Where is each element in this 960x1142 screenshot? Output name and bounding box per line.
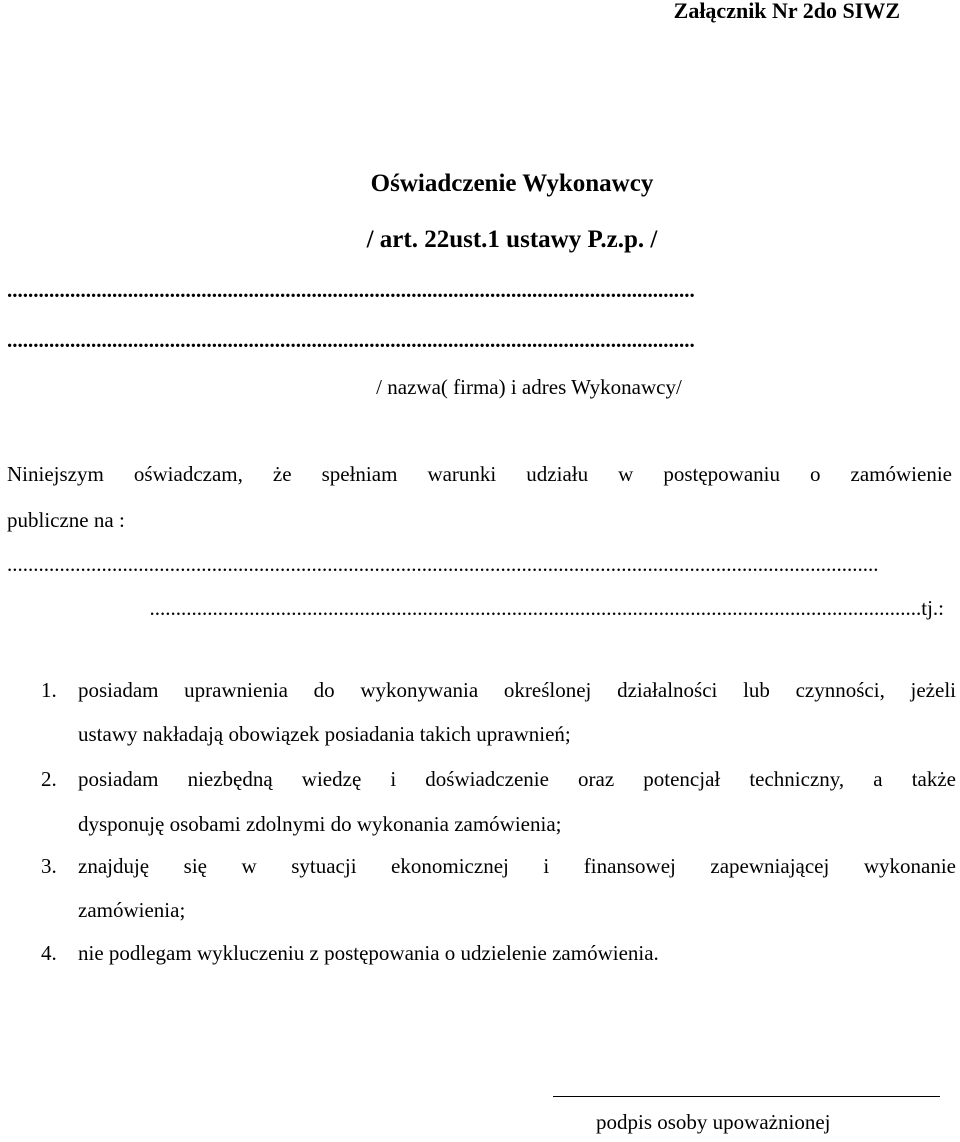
annex-label: Załącznik Nr 2do SIWZ — [673, 0, 900, 23]
document-legal-basis: / art. 22ust.1 ustawy P.z.p. / — [366, 226, 658, 253]
list-item-text: posiadam niezbędną wiedzę i doświadczenie oraz potencjał techniczny, a także — [78, 767, 956, 791]
procurement-name-field-line-2: ...................................................................................................................................................tj.: — [149, 596, 944, 620]
signature-line — [553, 1096, 940, 1097]
contractor-address-field: ................................................................................................................................... — [7, 328, 695, 352]
list-item-number: 3. — [41, 854, 57, 878]
document-title: Oświadczenie Wykonawcy — [370, 170, 654, 197]
list-item-text: posiadam uprawnienia do wykonywania określonej działalności lub czynności, jeżeli — [78, 678, 956, 702]
list-item-number: 1. — [41, 678, 57, 702]
statement-line-1: Niniejszym oświadczam, że spełniam warunki udziału w postępowaniu o zamówienie — [7, 462, 952, 486]
list-item-text: ustawy nakładają obowiązek posiadania takich uprawnień; — [78, 722, 571, 746]
list-item-text: znajduję się w sytuacji ekonomicznej i finansowej zapewniającej wykonanie — [78, 854, 956, 878]
contractor-name-field: ................................................................................................................................... — [7, 278, 695, 302]
contractor-field-label: / nazwa( firma) i adres Wykonawcy/ — [376, 375, 682, 399]
list-item-number: 2. — [41, 767, 57, 791]
statement-line-2: publiczne na : — [7, 508, 125, 532]
signature-label: podpis osoby upoważnionej — [596, 1110, 831, 1134]
list-item-text: dysponuję osobami zdolnymi do wykonania zamówienia; — [78, 812, 562, 836]
procurement-name-field-line-1: ...................................................................................................................................................................... — [7, 552, 879, 576]
list-item-text: zamówienia; — [78, 898, 186, 922]
list-item-text: nie podlegam wykluczeniu z postępowania o udzielenie zamówienia. — [78, 941, 659, 965]
list-item-number: 4. — [41, 941, 57, 965]
